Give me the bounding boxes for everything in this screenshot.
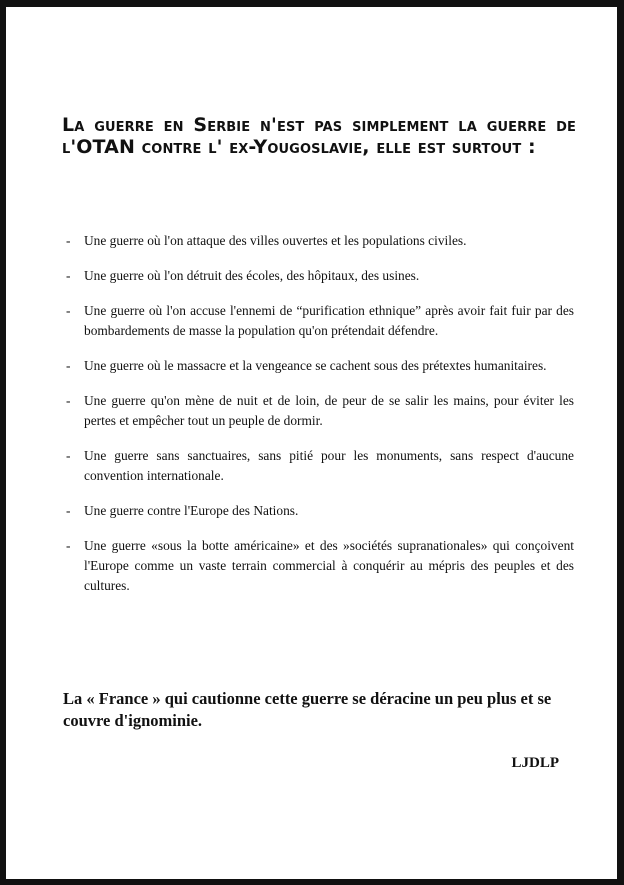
- list-item-text: Une guerre où l'on accuse l'ennemi de “purification ethnique” après avoir fait fuir par des bombardements de masse la population qu'on prétendait défendre.: [84, 303, 574, 338]
- bullet-dash: -: [66, 538, 71, 553]
- list-item-text: Une guerre «sous la botte américaine» et des »sociétés supranationales» qui conçoivent l'Europe comme un vaste terrain commercial à conquérir au mépris des peuples et des cultures.: [84, 538, 574, 593]
- bullet-dash: -: [66, 268, 71, 283]
- list-item: [66, 301, 574, 341]
- bullet-dash: -: [66, 503, 71, 518]
- list-item-text: Une guerre qu'on mène de nuit et de loin, de peur de se salir les mains, pour éviter les pertes et empêcher tout un peuple de dormir.: [84, 393, 574, 428]
- list-item-text: Une guerre où le massacre et la vengeance se cachent sous des prétextes humanitaires.: [84, 358, 547, 373]
- list-item: [66, 356, 574, 376]
- signature: LJDLP: [511, 755, 559, 771]
- bullet-dash: -: [66, 303, 71, 318]
- list-item: [66, 231, 574, 251]
- list-item: [66, 391, 574, 431]
- list-item: [66, 266, 574, 286]
- list-item: [66, 501, 574, 521]
- bullet-dash: -: [66, 393, 71, 408]
- list-item-text: Une guerre sans sanctuaires, sans pitié pour les monuments, sans respect d'aucune convention internationale.: [84, 448, 574, 483]
- document-title: La guerre en Serbie n'est pas simplement la guerre de l'OTAN contre l' ex-Yougoslavie, elle est surtout :: [62, 114, 576, 158]
- bullet-dash: -: [66, 358, 71, 373]
- list-item-text: Une guerre contre l'Europe des Nations.: [84, 503, 299, 518]
- list-item-text: Une guerre où l'on détruit des écoles, des hôpitaux, des usines.: [84, 268, 420, 283]
- list-item: [66, 536, 574, 596]
- list-item-text: Une guerre où l'on attaque des villes ouvertes et les populations civiles.: [84, 233, 467, 248]
- conclusion-text: La « France » qui cautionne cette guerre se déracine un peu plus et se couvre d'ignominie.: [63, 689, 552, 730]
- bullet-dash: -: [66, 448, 71, 463]
- bullet-dash: -: [66, 233, 71, 248]
- bullet-list: [66, 231, 574, 596]
- list-item: [66, 446, 574, 486]
